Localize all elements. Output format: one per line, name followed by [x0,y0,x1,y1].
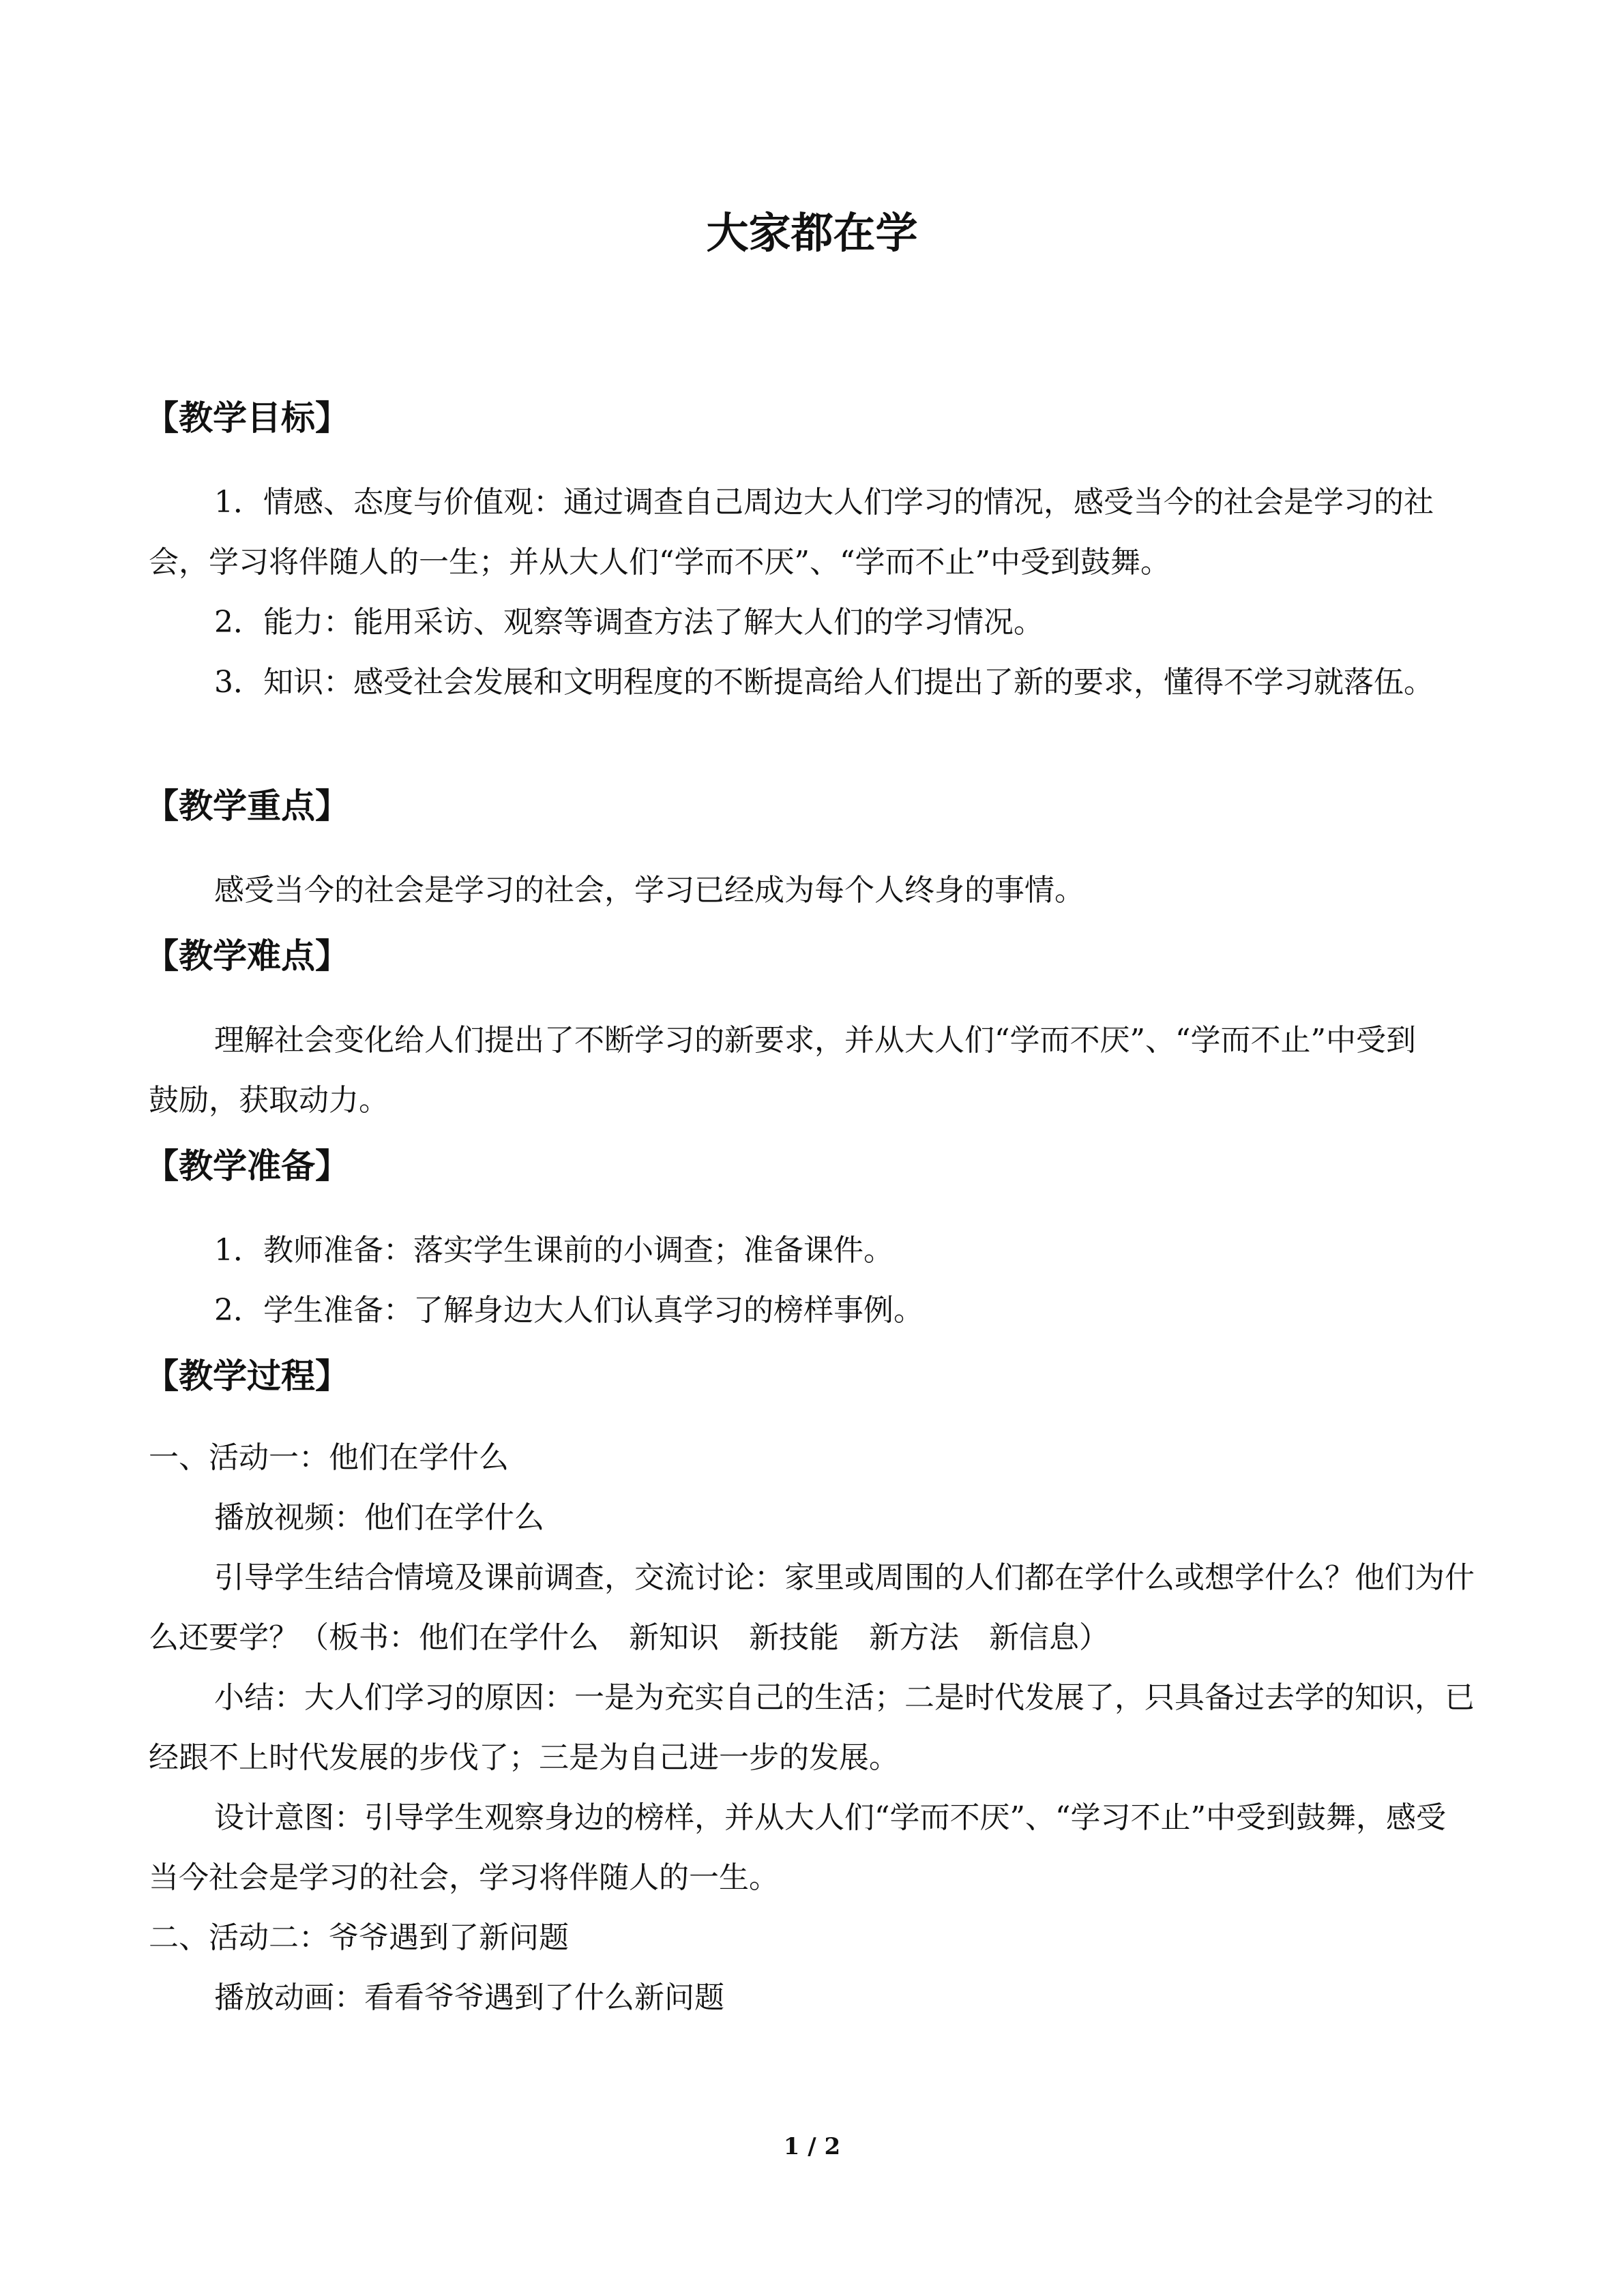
key-points-text: 感受当今的社会是学习的社会，学习已经成为每个人终身的事情。 [214,873,1084,908]
activity1-guide: 引导学生结合情境及课前调查，交流讨论：家里或周围的人们都在学什么或想学什么？他们为什么还要学？（板书：他们在学什么 新知识 新技能 新方法 新信息） [149,1560,1475,1655]
difficulties-text: 理解社会变化给人们提出了不断学习的新要求，并从大人们“学而不厌”、“学而不止”中受到鼓励，获取动力。 [149,1023,1416,1118]
preparation-item-2: 2．学生准备：了解身边大人们认真学习的榜样事例。 [214,1293,924,1328]
heading-difficulties: 【教学难点】 [145,936,349,976]
preparation-item-1: 1．教师准备：落实学生课前的小调查；准备课件。 [214,1233,894,1268]
activity1-video: 播放视频：他们在学什么 [214,1500,544,1535]
activity1-intent: 设计意图：引导学生观察身边的榜样，并从大人们“学而不厌”、“学习不止”中受到鼓舞，感受当今社会是学习的社会，学习将伴随人的一生。 [149,1800,1446,1895]
heading-key-points: 【教学重点】 [145,786,349,826]
page-number: 1 / 2 [783,2133,841,2160]
activity2-title: 二、活动二：爷爷遇到了新问题 [149,1920,569,1955]
heading-preparation: 【教学准备】 [145,1146,349,1186]
activity1-summary: 小结：大人们学习的原因：一是为充实自己的生活；二是时代发展了，只具备过去学的知识，已经跟不上时代发展的步伐了；三是为自己进一步的发展。 [149,1680,1475,1775]
goal-item-3: 3．知识：感受社会发展和文明程度的不断提高给人们提出了新的要求，懂得不学习就落伍。 [214,665,1434,700]
activity1-title: 一、活动一：他们在学什么 [149,1440,509,1475]
goal-item-2: 2．能力：能用采访、观察等调查方法了解大人们的学习情况。 [214,605,1044,640]
goal-item-1: 1．情感、态度与价值观：通过调查自己周边大人们学习的情况，感受当今的社会是学习的社会，学习将伴随人的一生；并从大人们“学而不厌”、“学而不止”中受到鼓舞。 [149,485,1434,580]
heading-process: 【教学过程】 [145,1356,349,1396]
activity2-animation: 播放动画：看看爷爷遇到了什么新问题 [214,1980,724,2015]
heading-teaching-goals: 【教学目标】 [145,398,349,438]
document-title: 大家都在学 [706,208,918,258]
